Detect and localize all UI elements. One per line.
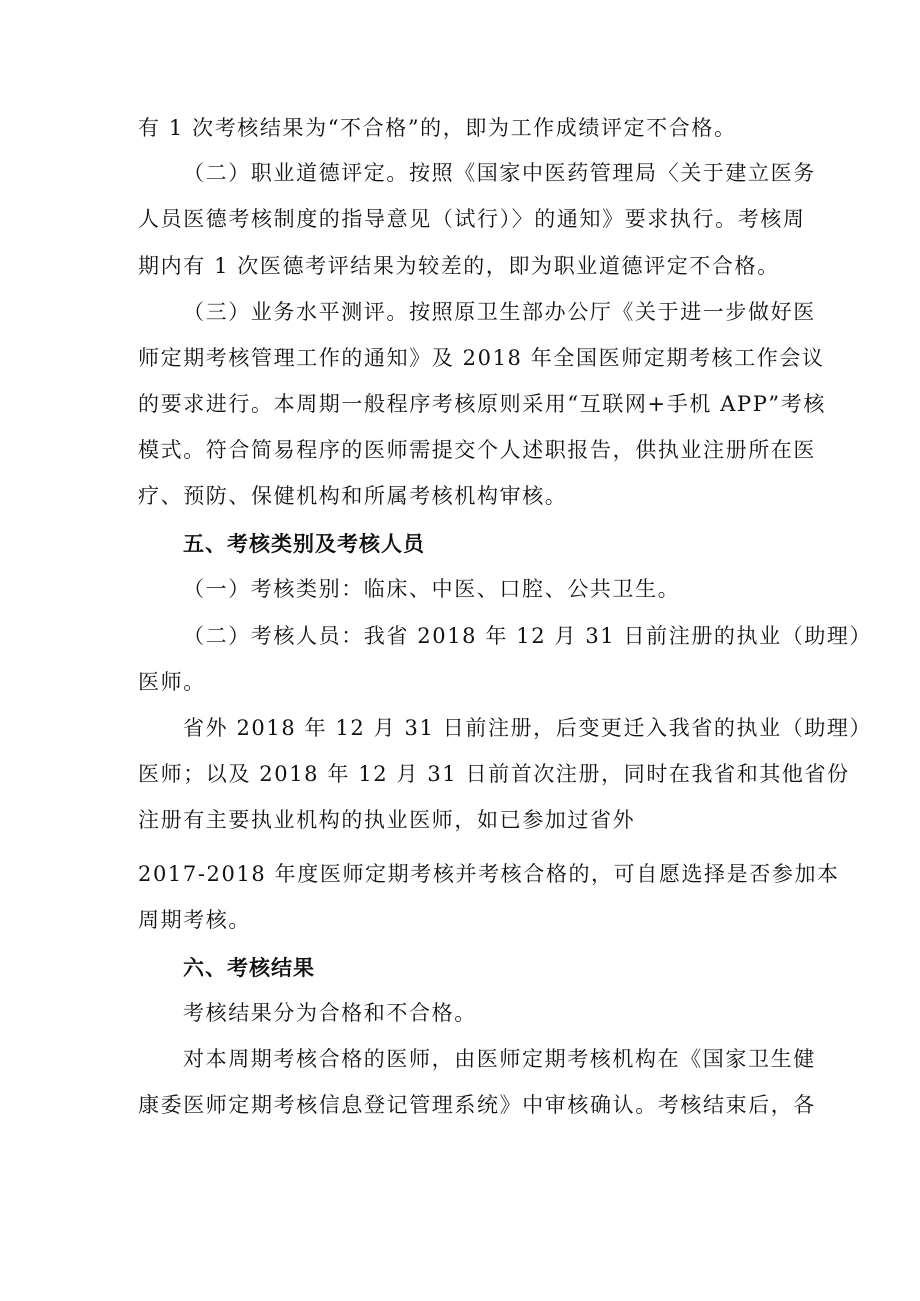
paragraph-line: （二）考核人员：我省 2018 年 12 月 31 日前注册的执业（助理） — [183, 624, 873, 648]
paragraph-line: 疗、预防、保健机构和所属考核机构审核。 — [138, 484, 568, 508]
paragraph-line: 周期考核。 — [138, 908, 251, 932]
paragraph-line: 有 1 次考核结果为“不合格”的，即为工作成绩评定不合格。 — [138, 116, 737, 140]
paragraph-line: 期内有 1 次医德考评结果为较差的，即为职业道德评定不合格。 — [138, 254, 780, 278]
paragraph-line: 人员医德考核制度的指导意见（试行）〉的通知》要求执行。考核周 — [138, 207, 806, 231]
paragraph-line: 的要求进行。本周期一般程序考核原则采用“互联网+手机 APP”考核 — [138, 392, 826, 416]
paragraph-line: （二）职业道德评定。按照《国家中医药管理局〈关于建立医务 — [183, 161, 816, 185]
paragraph-line: 康委医师定期考核信息登记管理系统》中审核确认。考核结束后，各 — [138, 1093, 816, 1117]
paragraph-line: （三）业务水平测评。按照原卫生部办公厅《关于进一步做好医 — [183, 300, 816, 324]
paragraph-line: 2017-2018 年度医师定期考核并考核合格的，可自愿选择是否参加本 — [138, 862, 840, 886]
section-heading: 六、考核结果 — [183, 956, 315, 980]
paragraph-line: 医师。 — [138, 670, 206, 694]
paragraph-line: （一）考核类别：临床、中医、口腔、公共卫生。 — [183, 577, 681, 601]
paragraph-line: 模式。符合简易程序的医师需提交个人述职报告，供执业注册所在医 — [138, 438, 816, 462]
paragraph-line: 省外 2018 年 12 月 31 日前注册，后变更迁入我省的执业（助理） — [183, 716, 873, 740]
paragraph-line: 考核结果分为合格和不合格。 — [183, 1001, 477, 1025]
paragraph-line: 师定期考核管理工作的通知》及 2018 年全国医师定期考核工作会议 — [138, 346, 825, 370]
paragraph-line: 医师；以及 2018 年 12 月 31 日前首次注册，同时在我省和其他省份 — [138, 762, 850, 786]
paragraph-line: 注册有主要执业机构的执业医师，如已参加过省外 — [138, 808, 636, 832]
section-heading: 五、考核类别及考核人员 — [183, 532, 425, 556]
paragraph-line: 对本周期考核合格的医师，由医师定期考核机构在《国家卫生健 — [183, 1047, 816, 1071]
